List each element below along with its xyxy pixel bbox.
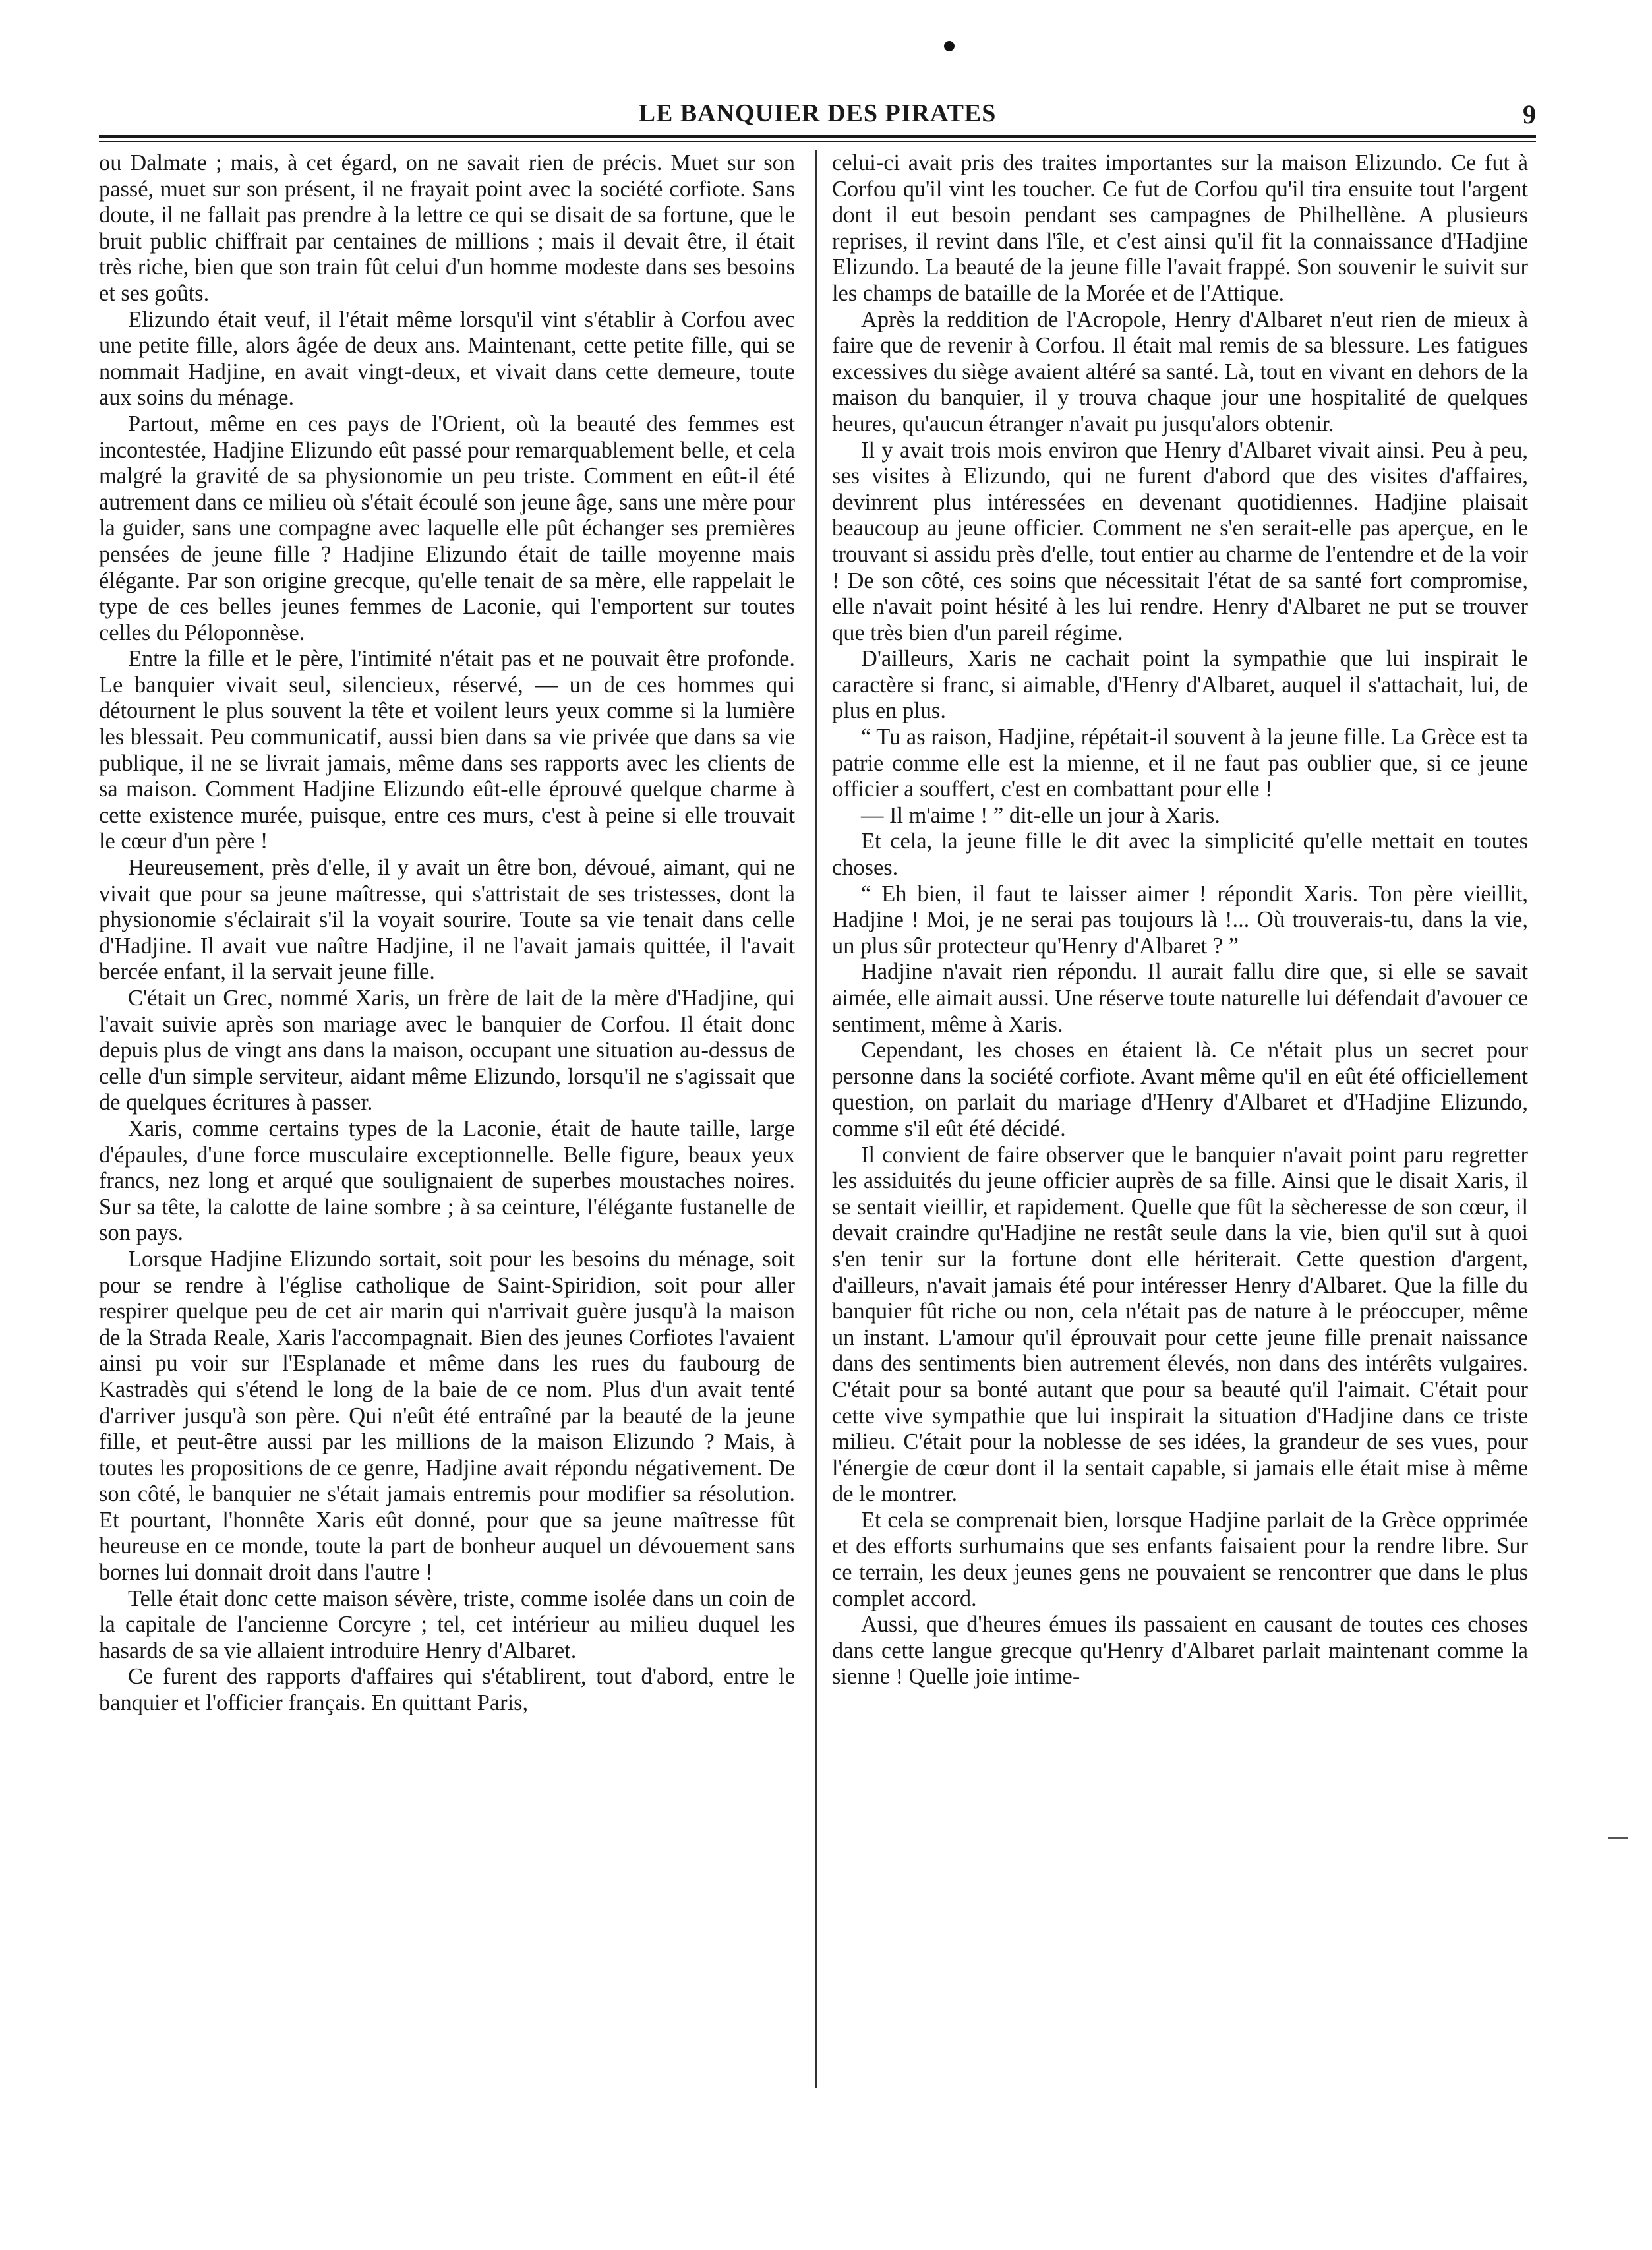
paragraph: Lorsque Hadjine Elizundo sortait, soit pour les besoins du ménage, soit pour se rendre à l'église catholique de Saint-Spiridion, soit pour aller respirer quelque peu de cet air marin qui n'arrivait guère jusqu'à la maison de la Strada Reale, Xaris l'accompagnait. Bien des jeunes Corfiotes l'avaient ainsi pu voir sur l'Esplanade et même dans les rues du faubourg de Kastradès qui s'étend le long de la baie de ce nom. Plus d'un avait tenté d'arriver jusqu'à son père. Qui n'eût été entraîné par la beauté de la jeune fille, et peut-être aussi par les millions de la maison Elizundo ? Mais, à toutes les propositions de ce genre, Hadjine avait répondu négativement. De son côté, le banquier ne s'était jamais entremis pour modifier sa résolution. Et pourtant, l'honnête Xaris eût donné, pour que sa jeune maîtresse fût heureuse en ce monde, toute la part de bonheur auquel un dévouement sans bornes lui donnait droit dans l'autre ! [99, 1246, 795, 1585]
paragraph: Il convient de faire observer que le banquier n'avait point paru regretter les assiduités du jeune officier auprès de sa fille. Ainsi que le disait Xaris, il se sentait vieillir, et rapidement. Quelle que fût la sècheresse de son cœur, il devait craindre qu'Hadjine ne restât seule dans la vie, bien qu'il sut à quoi s'en tenir sur la fortune dont elle hériterait. Cette question d'argent, d'ailleurs, n'avait jamais été pour intéresser Henry d'Albaret. Que la fille du banquier fût riche ou non, cela n'était pas de nature à le préoccuper, même un instant. L'amour qu'il éprouvait pour cette jeune fille prenait naissance dans des sentiments bien autrement élevés, non dans des intérêts vulgaires. C'était pour sa bonté autant que pour sa beauté qu'il l'aimait. C'était pour cette vive sympathie que lui inspirait la situation d'Hadjine dans ce triste milieu. C'était pour la noblesse de ses idées, la grandeur de ses vues, pour l'énergie de cœur dont il la sentait capable, si jamais elle était mise à même de le montrer. [832, 1142, 1528, 1507]
paragraph: Et cela, la jeune fille le dit avec la simplicité qu'elle mettait en toutes choses. [832, 829, 1528, 881]
paragraph: Cependant, les choses en étaient là. Ce n'était plus un secret pour personne dans la société corfiote. Avant même qu'il en eût été officiellement question, on parlait du mariage d'Henry d'Albaret et d'Hadjine Elizundo, comme s'il eût été décidé. [832, 1038, 1528, 1141]
header-rule-thin [99, 141, 1536, 142]
paragraph: celui-ci avait pris des traites importantes sur la maison Elizundo. Ce fut à Corfou qu'il vint les toucher. Ce fut de Corfou qu'il tira ensuite tout l'argent dont il eut besoin pendant ses campagnes de Philhellène. A plusieurs reprises, il revint dans l'île, et c'est ainsi qu'il fit la connaissance d'Hadjine Elizundo. La beauté de la jeune fille l'avait frappé. Son souvenir le suivit sur les champs de bataille de la Morée et de l'Attique. [832, 150, 1528, 306]
paragraph: ou Dalmate ; mais, à cet égard, on ne savait rien de précis. Muet sur son passé, muet sur son présent, il ne frayait point avec la société corfiote. Sans doute, il ne fallait pas prendre à la lettre ce qui se disait de sa fortune, que le bruit public chiffrait par centaines de millions ; mais il devait être, il était très riche, bien que son train fût celui d'un homme modeste dans ses besoins et ses goûts. [99, 150, 795, 306]
paragraph: Il y avait trois mois environ que Henry d'Albaret vivait ainsi. Peu à peu, ses visites à Elizundo, qui ne furent d'abord que des visites d'affaires, devinrent plus intéressées en devenant quotidiennes. Hadjine plaisait beaucoup au jeune officier. Comment ne s'en serait-elle pas aperçue, en le trouvant si assidu près d'elle, tout entier au charme de l'entendre et de la voir ! De son côté, ces soins que nécessitait l'état de sa santé fort compromise, elle n'avait point hésité à les lui rendre. Henry d'Albaret ne put se trouver que très bien d'un pareil régime. [832, 437, 1528, 645]
ink-dot [944, 41, 955, 51]
right-column [832, 150, 1528, 1690]
margin-mark [1608, 1837, 1628, 1839]
paragraph: Xaris, comme certains types de la Laconie, était de haute taille, large d'épaules, d'une force musculaire exceptionnelle. Belle figure, beaux yeux francs, nez long et arqué que soulignaient de superbes moustaches noires. Sur sa tête, la calotte de laine sombre ; à sa ceinture, l'élégante fustanelle de son pays. [99, 1115, 795, 1246]
page-number: 9 [1523, 100, 1536, 129]
paragraph: Après la reddition de l'Acropole, Henry d'Albaret n'eut rien de mieux à faire que de revenir à Corfou. Il était mal remis de sa blessure. Les fatigues excessives du siège avaient altéré sa santé. Là, tout en vivant en dehors de la maison du banquier, il y trouva chaque jour une hospitalité de quelques heures, qu'aucun étranger n'avait pu jusqu'alors obtenir. [832, 307, 1528, 436]
paragraph: D'ailleurs, Xaris ne cachait point la sympathie que lui inspirait le caractère si franc, si aimable, d'Henry d'Albaret, auquel il s'attachait, lui, de plus en plus. [832, 646, 1528, 724]
column-divider [815, 150, 817, 2088]
paragraph: Elizundo était veuf, il l'était même lorsqu'il vint s'établir à Corfou avec une petite fille, alors âgée de deux ans. Maintenant, cette petite fille, qui se nommait Hadjine, en avait vingt-deux, et vivait dans cette demeure, toute aux soins du ménage. [99, 307, 795, 411]
paragraph: Heureusement, près d'elle, il y avait un être bon, dévoué, aimant, qui ne vivait que pour sa jeune maîtresse, qui s'attristait de ses tristesses, dont la physionomie s'éclairait s'il la voyait sourire. Toute sa vie tenait dans celle d'Hadjine. Il avait vue naître Hadjine, il ne l'avait jamais quittée, il l'avait bercée enfant, il la servait jeune fille. [99, 855, 795, 985]
paragraph: Ce furent des rapports d'affaires qui s'établirent, tout d'abord, entre le banquier et l'officier français. En quittant Paris, [99, 1664, 795, 1716]
paragraph: Et cela se comprenait bien, lorsque Hadjine parlait de la Grèce opprimée et des efforts surhumains que ses enfants faisaient pour la rendre libre. Sur ce terrain, les deux jeunes gens ne pouvaient se rencontrer que dans le plus complet accord. [832, 1507, 1528, 1611]
paragraph: Partout, même en ces pays de l'Orient, où la beauté des femmes est incontestée, Hadjine Elizundo eût passé pour remarquablement belle, et cela malgré la gravité de sa physionomie un peu triste. Comment en eût-il été autrement dans ce milieu où s'était écoulé son jeune âge, sans une mère pour la guider, sans une compagne avec laquelle elle pût échanger ses premières pensées de jeune fille ? Hadjine Elizundo était de taille moyenne mais élégante. Par son origine grecque, qu'elle tenait de sa mère, elle rappelait le type de ces belles jeunes femmes de Laconie, qui l'emportent sur toutes celles du Péloponnèse. [99, 411, 795, 645]
paragraph: Telle était donc cette maison sévère, triste, comme isolée dans un coin de la capitale de l'ancienne Corcyre ; tel, cet intérieur au milieu duquel les hasards de sa vie allaient introduire Henry d'Albaret. [99, 1585, 795, 1663]
paragraph: C'était un Grec, nommé Xaris, un frère de lait de la mère d'Hadjine, qui l'avait suivie après son mariage avec le banquier de Corfou. Il était donc depuis plus de vingt ans dans la maison, occupant une situation au-dessus de celle d'un simple serviteur, aidant même Elizundo, lorsqu'il ne s'agissait que de quelques écritures à passer. [99, 986, 795, 1115]
page-header [99, 99, 1536, 138]
running-title: LE BANQUIER DES PIRATES [638, 100, 997, 127]
paragraph: Aussi, que d'heures émues ils passaient en causant de toutes ces choses dans cette langue grecque qu'Henry d'Albaret parlait maintenant comme la sienne ! Quelle joie intime- [832, 1612, 1528, 1690]
header-rule [99, 135, 1536, 138]
left-column [99, 150, 795, 1717]
paragraph: Hadjine n'avait rien répondu. Il aurait fallu dire que, si elle se savait aimée, elle aimait aussi. Une réserve toute naturelle lui défendait d'avouer ce sentiment, même à Xaris. [832, 959, 1528, 1037]
paragraph: — Il m'aime ! ” dit-elle un jour à Xaris. [861, 802, 1220, 828]
paragraph: “ Tu as raison, Hadjine, répétait-il souvent à la jeune fille. La Grèce est ta patrie comme elle est la mienne, et il ne faut pas oublier que, si ce jeune officier a souffert, c'est en combattant pour elle ! [832, 725, 1528, 802]
paragraph: “ Eh bien, il faut te laisser aimer ! répondit Xaris. Ton père vieillit, Hadjine ! Moi, je ne serai pas toujours là !... Où trouverais-tu, dans la vie, un plus sûr protecteur qu'Henry d'Albaret ? ” [832, 881, 1528, 959]
paragraph: Entre la fille et le père, l'intimité n'était pas et ne pouvait être profonde. Le banquier vivait seul, silencieux, réservé, — un de ces hommes qui détournent le plus souvent la tête et voilent leurs yeux comme si la lumière les blessait. Peu communicatif, aussi bien dans sa vie privée que dans sa vie publique, il ne se livrait jamais, même dans ses rapports avec les clients de sa maison. Comment Hadjine Elizundo eût-elle éprouvé quelque charme à cette existence murée, puisque, entre ces murs, c'est à peine si elle trouvait le cœur d'un père ! [99, 646, 795, 854]
